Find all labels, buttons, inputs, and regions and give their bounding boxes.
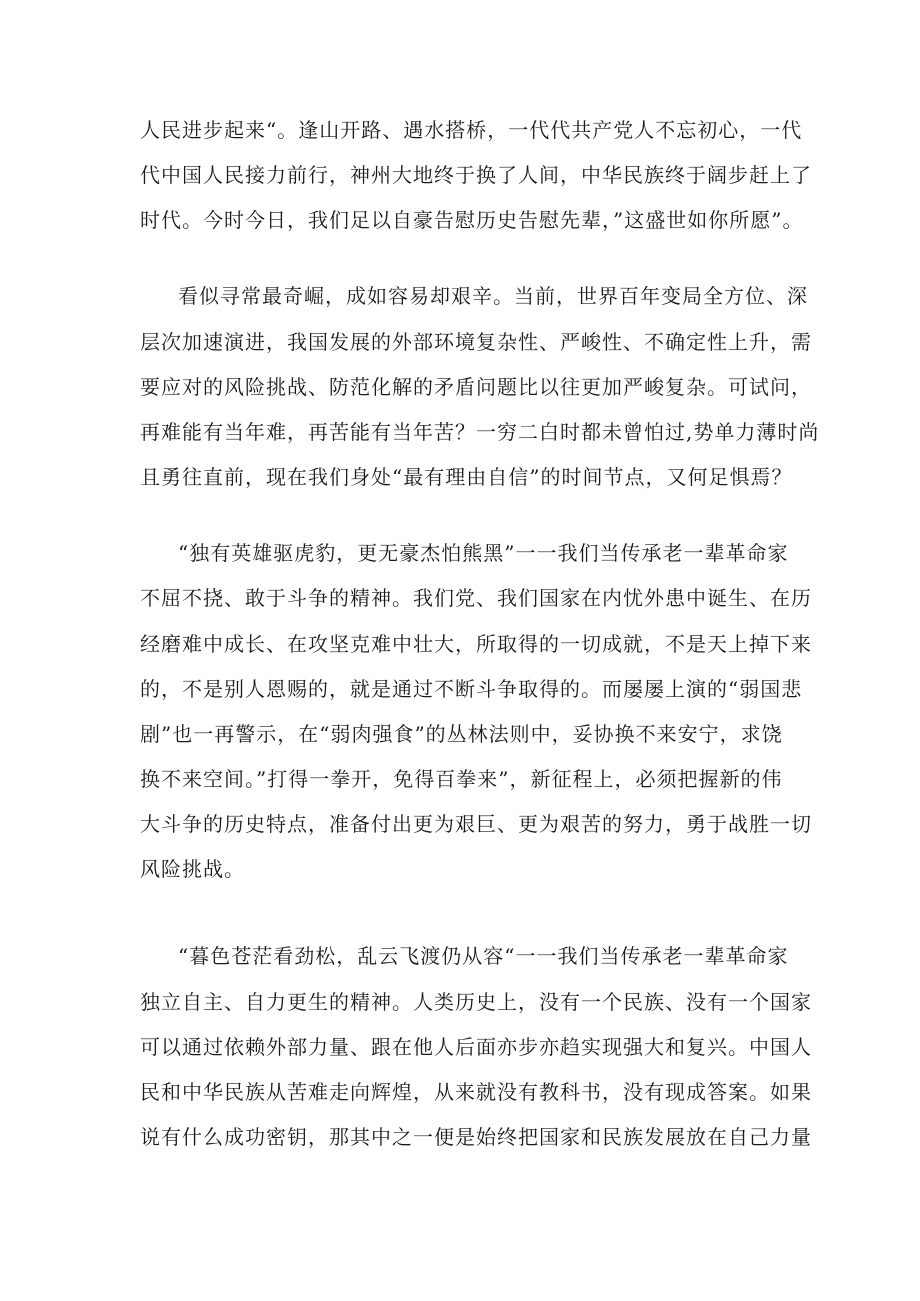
text-line: 的，不是别人恩赐的，就是通过不断斗争取得的。而屡屡上演的“弱国悲	[140, 677, 803, 701]
text-line: 再难能有当年难，再苦能有当年苦？一穷二白时都未曾怕过,势单力薄时尚	[140, 420, 820, 444]
text-line: 风险挑战。	[140, 857, 245, 881]
text-line: 层次加速演进，我国发展的外部环境复杂性、严峻性、不确定性上升，需	[140, 330, 812, 354]
text-line: 时代。今时今日，我们足以自豪告慰历史告慰先辈，”这盛世如你所愿”。	[140, 208, 804, 232]
text-line: 看似寻常最奇崛，成如容易却艰辛。当前，世界百年变局全方位、深	[178, 284, 808, 308]
text-line: 代中国人民接力前行，神州大地终于换了人间，中华民族终于阔步赶上了	[140, 163, 812, 187]
text-line: 经磨难中成长、在攻坚克难中壮大，所取得的一切成就，不是天上掉下来	[140, 632, 812, 656]
text-line: 换不来空间。”打得一拳开，免得百拳来”，新征程上，必须把握新的伟	[140, 767, 783, 791]
text-line: 剧”也一再警示，在“弱肉强食”的丛林法则中，妥协换不来安宁，求饶	[140, 722, 783, 746]
text-line: 人民进步起来“。逢山开路、遇水搭桥，一代代共产党人不忘初心，一代	[140, 118, 803, 142]
text-line: 独立自主、自力更生的精神。人类历史上，没有一个民族、没有一个国家	[140, 990, 812, 1014]
text-line: 可以通过依赖外部力量、跟在他人后面亦步亦趋实现强大和复兴。中国人	[140, 1035, 812, 1059]
text-line: 说有什么成功密钥，那其中之一便是始终把国家和民族发展放在自己力量	[140, 1125, 812, 1149]
text-line: 民和中华民族从苦难走向辉煌，从来就没有教科书，没有现成答案。如果	[140, 1080, 812, 1104]
text-line: 且勇往直前，现在我们身处“最有理由自信”的时间节点，又何足惧焉？	[140, 465, 793, 489]
text-line: 大斗争的历史特点，准备付出更为艰巨、更为艰苦的努力，勇于战胜一切	[140, 812, 812, 836]
text-line: 要应对的风险挑战、防范化解的矛盾问题比以往更加严峻复杂。可试问，	[140, 375, 812, 399]
text-line: “暮色苍茫看劲松，乱云飞渡仍从容“一一我们当传承老一辈革命家	[178, 944, 789, 968]
text-line: “独有英雄驱虎豹，更无豪杰怕熊黑”一一我们当传承老一辈革命家	[178, 541, 789, 565]
text-line: 不屈不挠、敢于斗争的精神。我们党、我们国家在内忧外患中诞生、在历	[140, 586, 812, 610]
